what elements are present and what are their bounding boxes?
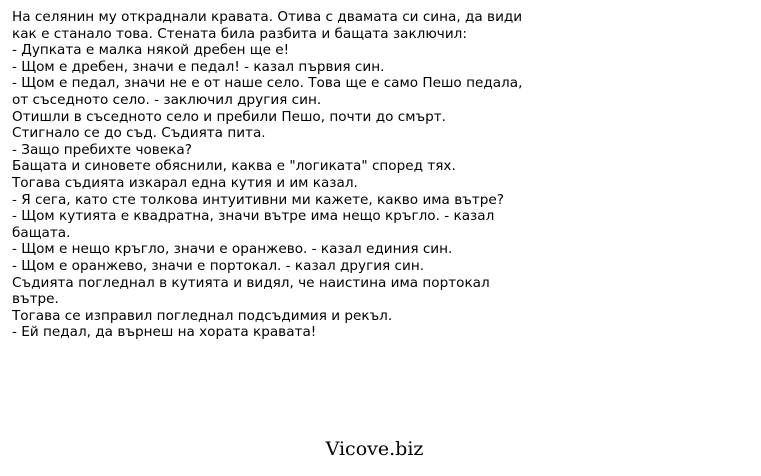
joke-line: Тогава се изправил погледнал подсъдимия и рекъл. bbox=[12, 307, 393, 324]
joke-line: бащата. bbox=[12, 224, 71, 241]
joke-line: - Я сега, като сте толкова интуитивни ми кажете, какво има вътре? bbox=[12, 191, 504, 208]
joke-line: Тогава съдията изкарал една кутия и им казал. bbox=[12, 174, 358, 191]
joke-line: - Щом е оранжево, значи е портокал. - казал другия син. bbox=[12, 257, 425, 274]
joke-line: - Дупката е малка някой дребен ще е! bbox=[12, 42, 290, 59]
joke-line: от съседното село. - заключил другия син. bbox=[12, 91, 322, 108]
joke-line: - Щом е педал, значи не е от наше село. Това ще е само Пешо педала, bbox=[12, 75, 523, 92]
joke-text bbox=[12, 9, 752, 341]
joke-line: Съдията погледнал в кутията и видял, че наистина има портокал bbox=[12, 274, 490, 291]
joke-line: - Ей педал, да върнеш на хората кравата! bbox=[12, 324, 317, 341]
joke-line: - Щом кутията е квадратна, значи вътре има нещо кръгло. - казал bbox=[12, 208, 495, 225]
joke-line: вътре. bbox=[12, 291, 59, 308]
joke-line: Бащата и синовете обяснили, каква е "логиката" според тях. bbox=[12, 158, 456, 175]
joke-line: На селянин му откраднали кравата. Отива с двамата си сина, да види bbox=[12, 9, 523, 25]
joke-line: как е станало това. Стената била разбита и бащата заключил: bbox=[12, 25, 467, 42]
joke-line: - Щом е нещо кръгло, значи е оранжево. - казал единия син. bbox=[12, 241, 453, 258]
joke-line: Отишли в съседното село и пребили Пешо, почти до смърт. bbox=[12, 108, 446, 125]
joke-line: Стигнало се до съд. Съдията пита. bbox=[12, 125, 266, 142]
site-watermark: Vicove.biz bbox=[325, 438, 424, 460]
joke-line: - Защо пребихте човека? bbox=[12, 141, 192, 158]
joke-line: - Щом е дребен, значи е педал! - казал първия син. bbox=[12, 58, 385, 75]
